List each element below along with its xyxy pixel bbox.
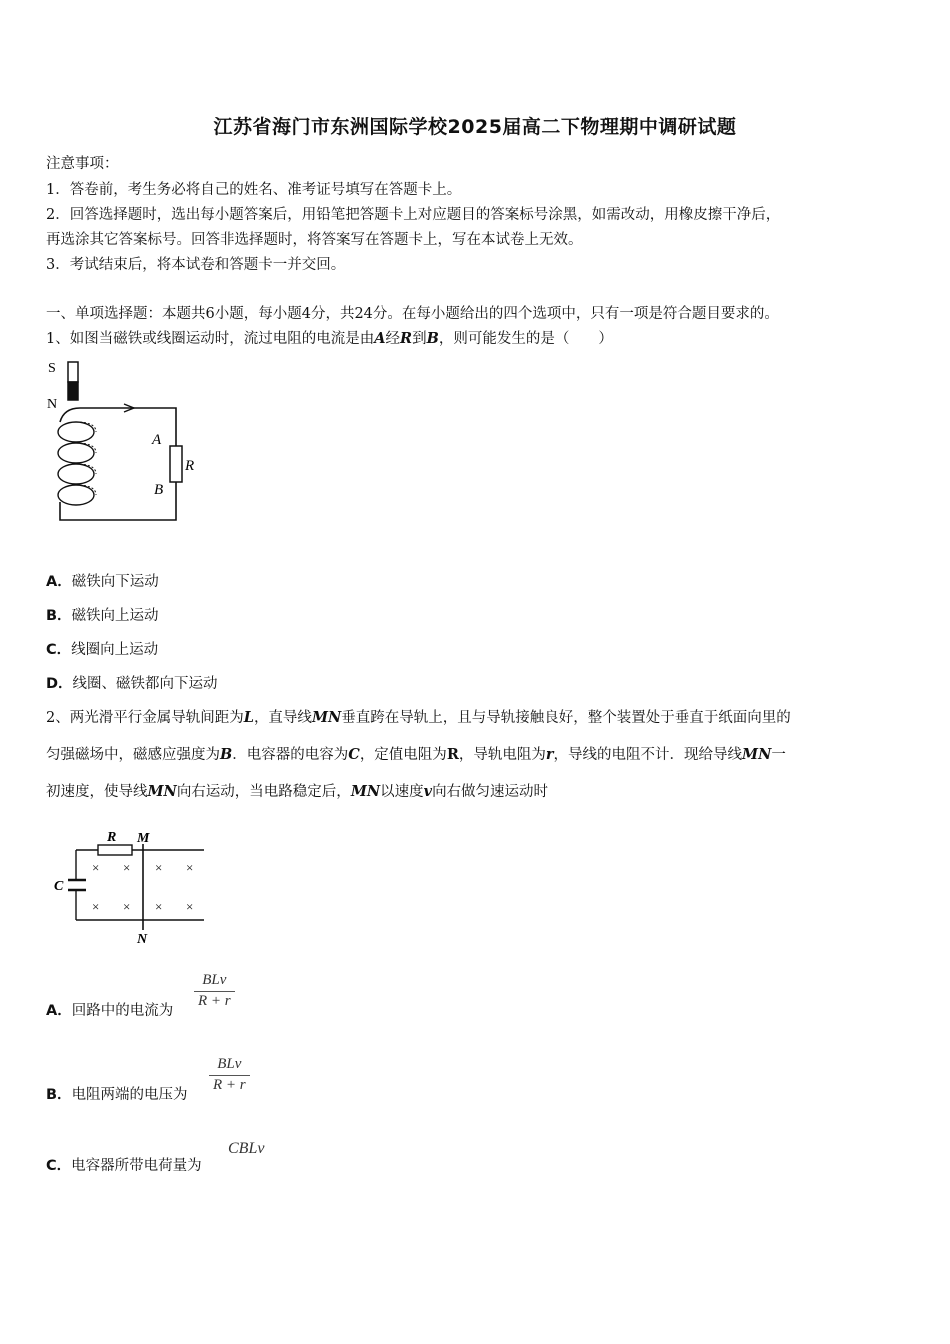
q2-text: ．电容器的电容为 [232,747,349,763]
q2-label-M: M [137,831,150,846]
q2-text: ，导线的电阻不计．现给导线 [553,747,743,763]
field-cross: × [186,860,194,875]
q2-var-MN: MN [350,783,381,800]
q2-var-MN: MN [147,783,177,800]
q2-option-a[interactable] [46,999,173,1020]
q1-option-c[interactable] [46,638,158,659]
q1-label-N: N [47,397,58,412]
fraction-denominator: R + r [213,1077,246,1093]
q1-option-b[interactable] [46,604,159,625]
q1-label-B: B [154,482,164,498]
q1-option-d[interactable] [46,672,218,693]
q2-var-B: B [220,746,233,763]
notice-item-2: 2．回答选择题时，选出每小题答案后，用铅笔把答题卡上对应题目的答案标号涂黑，如需改动，用橡皮擦干净后， [46,207,781,223]
q2-text: 2、两光滑平行金属导轨间距为 [46,710,244,726]
q2-option-a-key: A． [46,1003,72,1019]
q2-option-c-key: C． [46,1158,72,1174]
magnet-south [68,362,78,382]
page-title: 江苏省海门市东洲国际学校2025届高二下物理期中调研试题 [213,116,737,138]
q1-option-a-text: 磁铁向下运动 [71,574,159,590]
q1-option-c-text: 线圈向上运动 [71,642,159,658]
q2-text: 匀强磁场中，磁感应强度为 [46,747,220,763]
q2-option-b-fraction [209,1056,250,1094]
fraction-bar [194,991,235,992]
q1-option-b-text: 磁铁向上运动 [71,608,159,624]
magnet-north [68,382,78,400]
q1-mid1: 经 [385,331,400,347]
q1-var-R: R [400,330,413,347]
capacitor [68,880,86,890]
q1-stem-b: ，则可能发生的是（ ） [438,331,613,347]
q2-text: 垂直跨在导轨上，且与导轨接触良好，整个装置处于垂直于纸面向里的 [341,710,791,726]
q2-text: ，定值电阻为 [359,747,447,763]
q2-var-v: v [423,783,433,800]
notice-heading: 注意事项： [46,156,119,172]
q2-label-N: N [137,932,148,947]
field-cross: × [92,899,100,914]
notice-item-1: 1．答卷前，考生务必将自己的姓名、准考证号填写在答题卡上。 [46,182,462,198]
q2-option-a-fraction [194,972,235,1010]
field-cross: × [155,860,163,875]
q1-var-B: B [426,330,439,347]
section-heading: 一、单项选择题：本题共6小题，每小题4分，共24分。在每小题给出的四个选项中，只有一项是符合题目要求的。 [46,306,779,322]
q2-option-a-text: 回路中的电流为 [71,1003,174,1019]
q2-text: 向右运动，当电路稳定后， [176,784,351,800]
q2-var-MN: MN [742,746,772,763]
q2-label-R: R [107,830,117,845]
q1-label-R: R [185,458,195,474]
q2-resistor [98,845,132,855]
q2-var-R: R [446,746,459,763]
fraction-denominator: R + r [198,993,231,1009]
q1-option-c-key: C． [46,642,72,658]
q2-var-C: C [348,746,360,763]
q1-option-b-key: B． [46,608,72,624]
q1-option-a[interactable] [46,570,159,591]
q2-var-MN: MN [311,709,342,726]
q2-var-r: r [545,746,554,763]
notice-item-3: 3．考试结束后，将本试卷和答题卡一并交回。 [46,257,346,273]
q2-text: 一 [771,747,786,763]
q2-stem-line-3 [46,780,548,801]
q1-option-d-text: 线圈、磁铁都向下运动 [72,676,218,692]
q2-option-c-expression: CBLv [228,1140,265,1157]
q2-option-b-text: 电阻两端的电压为 [71,1087,188,1103]
fraction-numerator: BLv [217,1056,242,1072]
resistor-R [170,446,182,482]
q1-mid2: 到 [412,331,427,347]
q2-text: 初速度，使导线 [46,784,148,800]
q2-label-C: C [54,879,64,894]
field-cross: × [155,899,163,914]
q1-stem [46,327,613,348]
q1-option-d-key: D． [46,676,73,692]
q2-text: ，直导线 [253,710,312,726]
field-cross: × [92,860,100,875]
q2-option-c[interactable] [46,1154,202,1175]
field-cross: × [123,860,131,875]
q2-text: 以速度 [380,784,424,800]
field-cross: × [123,899,131,914]
q2-option-b-key: B． [46,1087,72,1103]
field-cross: × [186,899,194,914]
q1-var-A: A [374,330,386,347]
q2-text: 向右做匀速运动时 [432,784,549,800]
q1-label-S: S [48,361,56,376]
q2-option-b[interactable] [46,1083,188,1104]
notice-item-2-cont: 再选涂其它答案标号。回答非选择题时，将答案写在答题卡上，写在本试卷上无效。 [46,232,583,248]
fraction-numerator: BLv [202,972,227,988]
fraction-bar [209,1075,250,1076]
q1-option-a-key: A． [46,574,72,590]
q1-stem-a: 1、如图当磁铁或线圈运动时，流过电阻的电流是由 [46,331,375,347]
q2-var-L: L [243,709,254,726]
q2-stem-line-1 [46,706,791,727]
q1-figure [40,352,210,532]
q2-stem-line-2 [46,743,786,764]
q1-label-A: A [152,432,162,448]
q2-option-c-text: 电容器所带电荷量为 [71,1158,202,1174]
q2-figure [46,822,216,952]
q2-text: ，导轨电阻为 [458,747,546,763]
